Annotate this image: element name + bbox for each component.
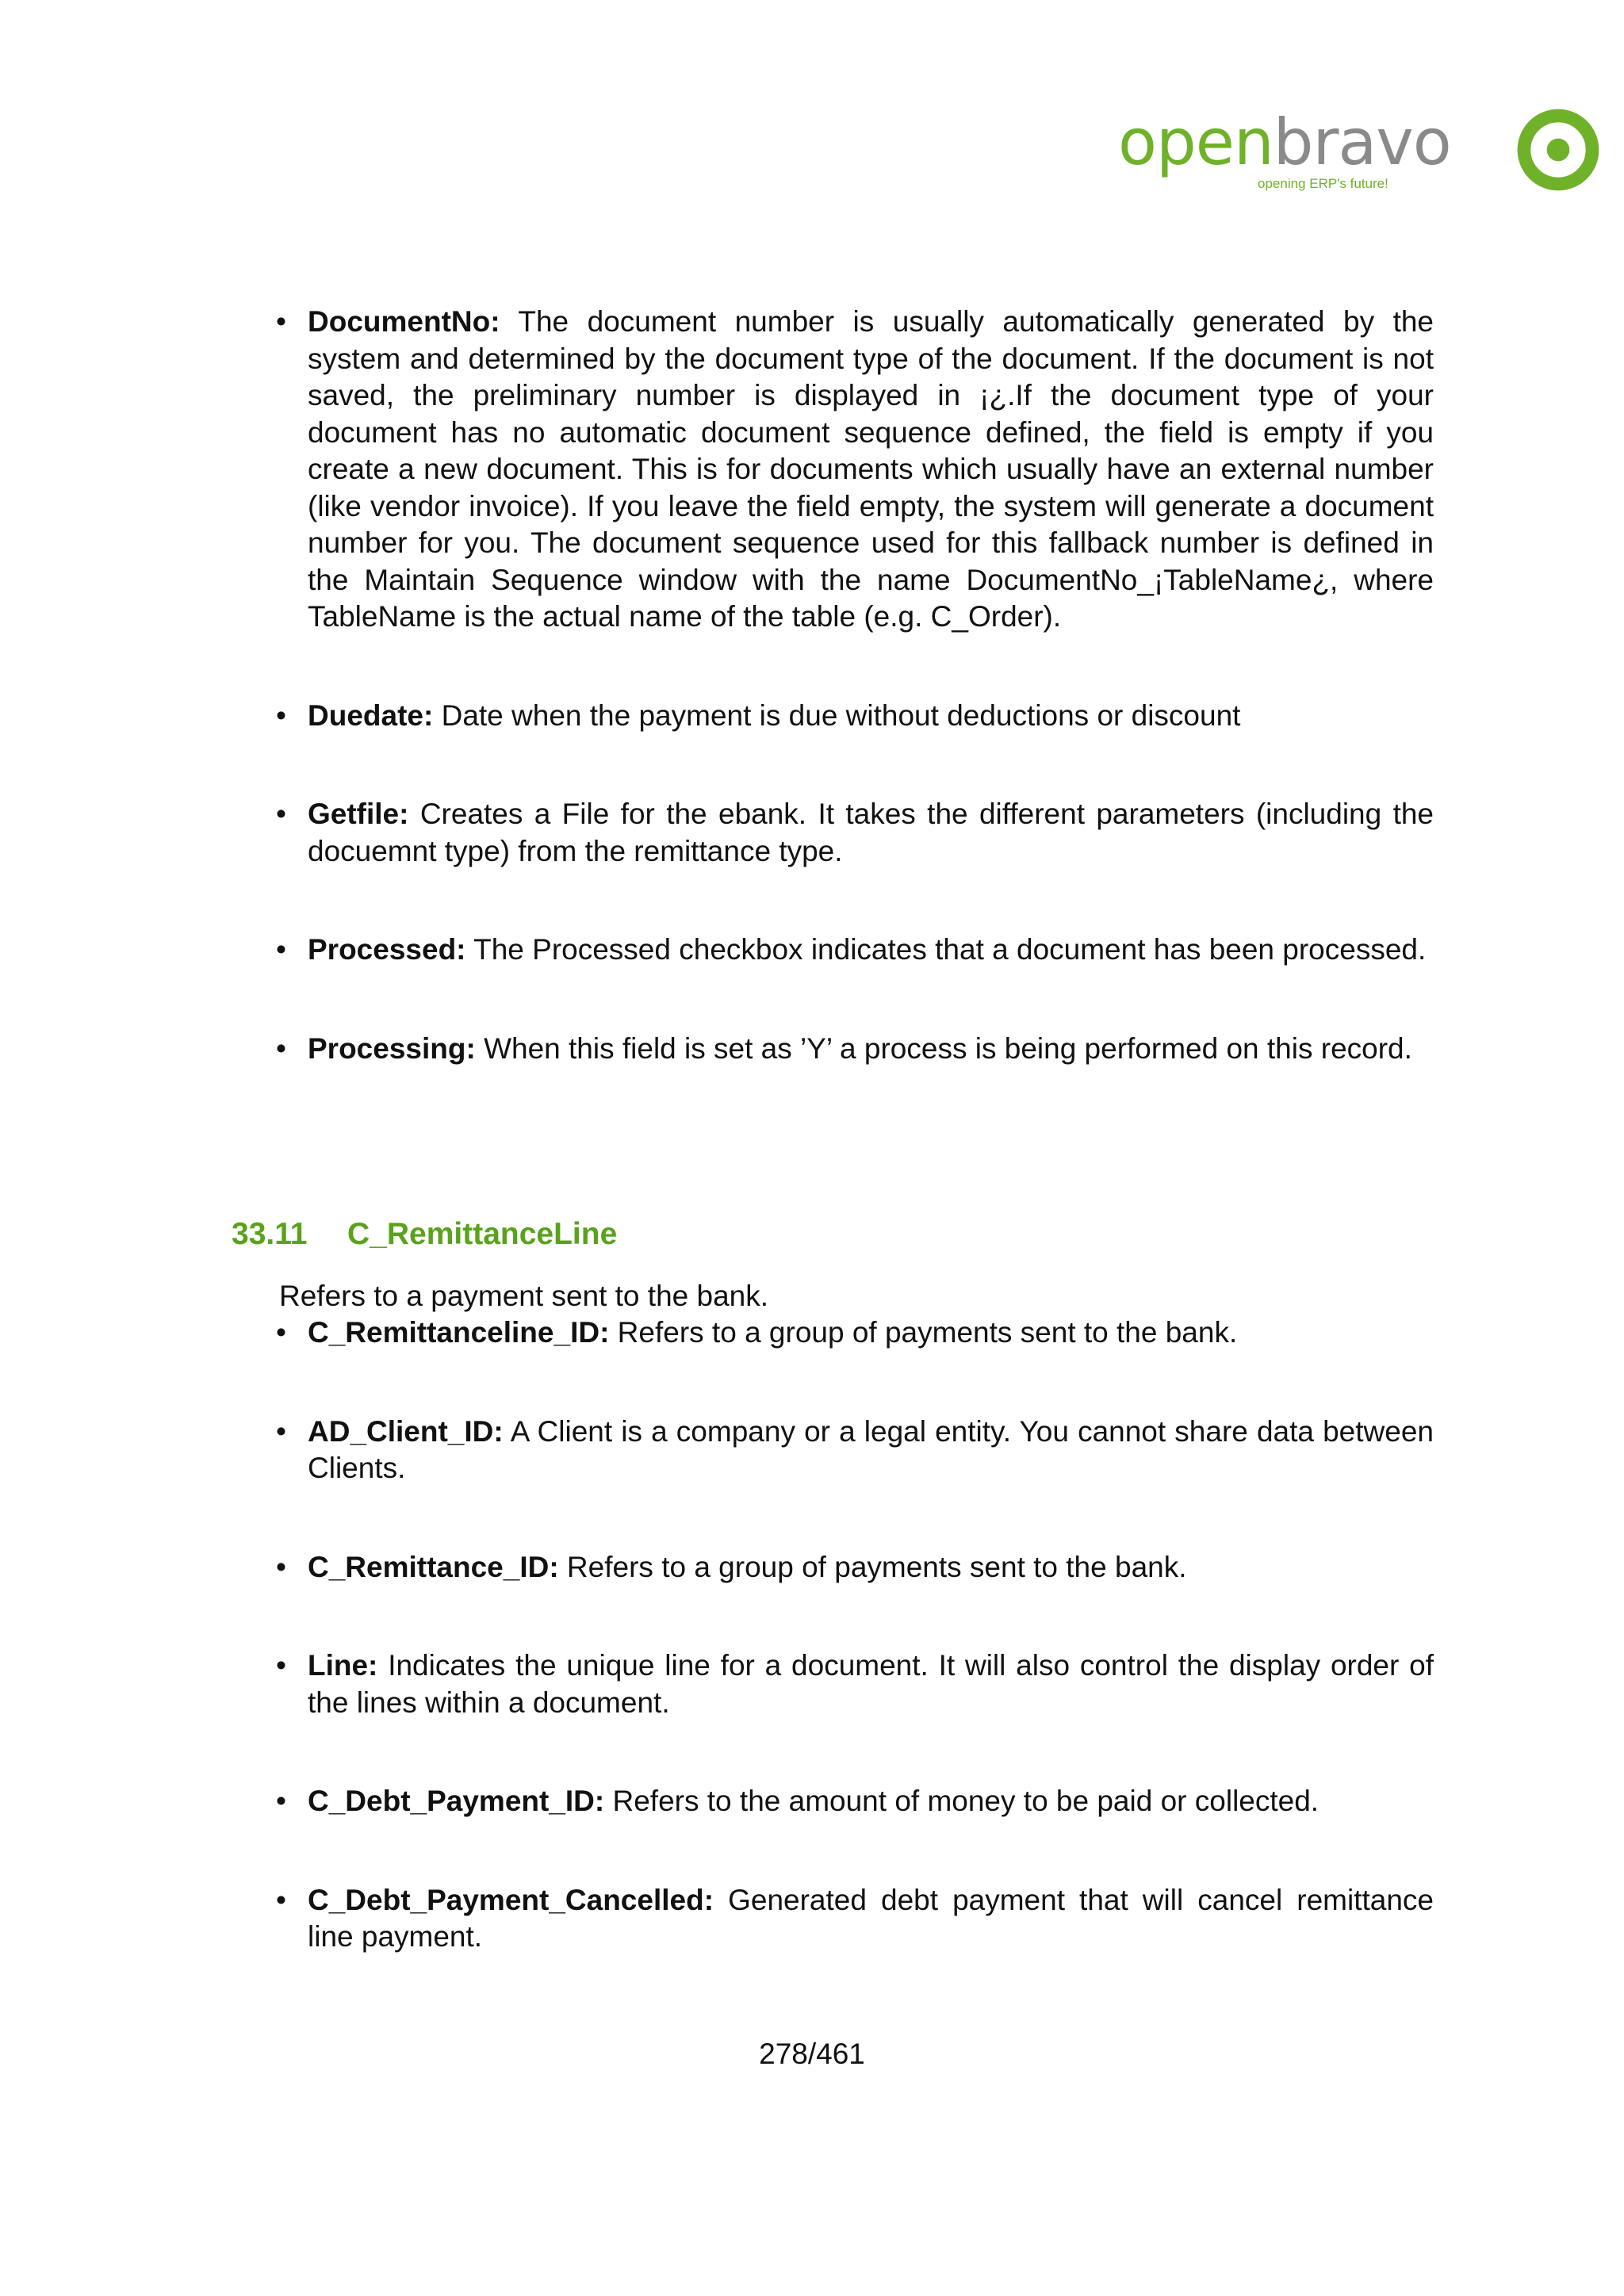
logo-word-open: open [1118,105,1274,179]
field-list-remittanceline [276,1314,1434,2018]
list-item [276,1314,1434,1352]
field-term: C_Remittanceline_ID: [308,1316,610,1349]
page-number: 278/461 [759,2038,865,2070]
section-intro: Refers to a payment sent to the bank. [279,1280,769,1312]
logo-tagline: opening ERP's future! [1258,176,1388,191]
field-description: Indicates the unique line for a document. It will also control the display order of the lines within a document. [308,1649,1434,1719]
field-list-remittance [276,304,1434,1129]
field-term: Getfile: [308,798,409,830]
field-description: The Processed checkbox indicates that a document has been processed. [465,933,1427,966]
list-item [276,1414,1434,1487]
field-description: Refers to the amount of money to be paid or collected. [604,1785,1320,1817]
list-item [276,932,1434,969]
list-item [276,1549,1434,1586]
section-heading [232,1217,617,1252]
section-title: C_RemittanceLine [347,1217,618,1251]
field-term: C_Remittance_ID: [308,1550,559,1583]
field-description: Refers to a group of payments sent to the bank. [558,1550,1187,1583]
field-term: Processing: [308,1031,476,1065]
list-item [276,1882,1434,1956]
field-description: The document number is usually automatically generated by the system and determined by the document type of the document. If the document is not saved, the preliminary number is displayed in ¡¿.If the document type of your document has no automatic document sequence defined, the field is empty if you create a new document. This is for documents which usually have an external number (like vendor invoice). If you leave the field empty, the system will generate a document number for you. The document sequence used for this fallback number is defined in the Maintain Sequence window with the name DocumentNo_¡TableName¿, where TableName is the actual name of the table (e.g. C_Order). [308,305,1434,633]
field-term: C_Debt_Payment_ID: [308,1785,605,1817]
list-item [276,1031,1434,1068]
list-item [276,1647,1434,1721]
field-term: Duedate: [308,698,434,732]
list-item [276,796,1434,870]
section-number: 33.11 [232,1217,308,1251]
field-description: Generated debt payment that will cancel remittance line payment. [308,1883,1434,1953]
field-term: Line: [308,1649,378,1682]
field-description: Creates a File for the ebank. It takes the different parameters (including the docuemnt type) from the remittance type. [308,798,1434,867]
field-description: A Client is a company or a legal entity. You cannot share data between Clients. [308,1414,1434,1484]
list-item [276,698,1434,735]
field-term: Processed: [308,933,466,966]
field-description: Date when the payment is due without deductions or discount [433,698,1241,732]
field-term: C_Debt_Payment_Cancelled: [308,1883,714,1916]
list-item [276,1783,1434,1820]
logo-word-bravo: bravo [1273,105,1451,179]
field-term: AD_Client_ID: [308,1414,504,1448]
field-description: When this field is set as ’Y’ a process is being performed on this record. [475,1031,1412,1065]
field-term: DocumentNo: [308,305,500,338]
field-description: Refers to a group of payments sent to the bank. [609,1316,1238,1349]
list-item [276,304,1434,636]
